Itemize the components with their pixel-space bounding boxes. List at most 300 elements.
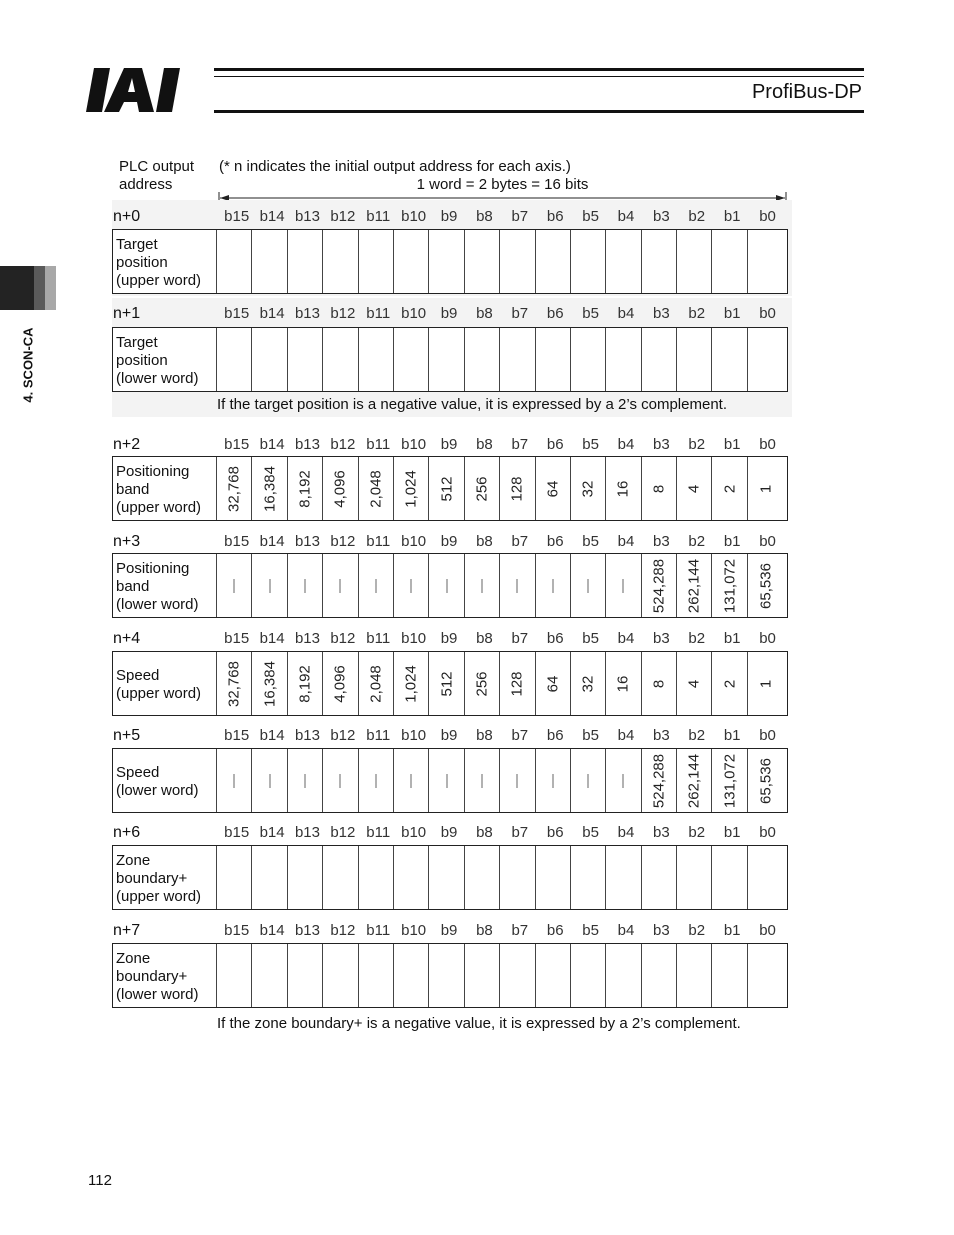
unused-bit-mark — [588, 774, 589, 788]
target-negative-note: If the target position is a negative value, it is expressed by a 2’s complement. — [217, 396, 727, 413]
register-address: n+2 — [113, 436, 141, 453]
bit-cell — [500, 457, 535, 520]
bit-weight-value: 4,096 — [331, 469, 349, 508]
bit-cell — [606, 554, 641, 617]
bit-cell — [359, 554, 394, 617]
bit-cell — [642, 230, 677, 293]
unused-bit-mark — [623, 579, 624, 593]
bit-label: b6 — [546, 305, 564, 322]
bit-cell — [748, 749, 783, 812]
bit-weight-value: 64 — [544, 675, 562, 692]
bit-label: b2 — [688, 208, 706, 225]
bit-cell — [536, 328, 571, 391]
bit-cell — [500, 944, 535, 1007]
bit-weight-value: 32,768 — [225, 660, 243, 707]
bit-label: b12 — [330, 824, 356, 841]
bit-label: b5 — [582, 630, 599, 647]
unused-bit-mark — [340, 774, 341, 788]
bit-cell — [642, 749, 677, 812]
bit-label: b8 — [476, 922, 493, 939]
bit-label-row — [219, 630, 785, 647]
bit-label: b4 — [617, 922, 635, 939]
register-table — [112, 651, 788, 716]
bit-weight-value: 16,384 — [261, 465, 279, 512]
bit-cell — [359, 944, 394, 1007]
bit-label-row — [219, 922, 785, 939]
bit-weight-value: 262,144 — [685, 753, 703, 808]
bit-label: b4 — [617, 533, 635, 550]
bit-label: b9 — [440, 727, 458, 744]
bit-label: b11 — [366, 630, 391, 647]
description-line: band — [116, 480, 150, 498]
bit-cell — [288, 749, 323, 812]
bit-label: b0 — [759, 824, 776, 841]
bit-weight-value: 16,384 — [261, 660, 279, 707]
iai-logo — [86, 66, 210, 114]
bit-weight-value: 8,192 — [296, 664, 314, 703]
bit-cell — [606, 749, 641, 812]
plc-label-line1: PLC output — [119, 158, 195, 175]
bit-label: b3 — [653, 922, 670, 939]
bit-cell — [217, 328, 252, 391]
bit-label: b6 — [546, 533, 564, 550]
bit-weight-value: 32 — [579, 675, 597, 692]
description-line: Zone — [116, 851, 151, 869]
bit-cell — [252, 554, 287, 617]
bit-cell — [571, 846, 606, 909]
bit-cell — [677, 457, 712, 520]
bit-weight-value: 8 — [650, 484, 668, 493]
bit-label: b15 — [224, 436, 250, 453]
bit-cell — [217, 652, 252, 715]
description-line: (upper word) — [116, 498, 202, 516]
bit-label: b13 — [294, 208, 320, 225]
bit-cell — [748, 328, 783, 391]
bit-cell — [677, 554, 712, 617]
bit-cell — [323, 554, 358, 617]
register-description — [113, 749, 217, 812]
bit-cell — [217, 944, 252, 1007]
bit-label: b2 — [688, 922, 706, 939]
bit-label: b1 — [723, 727, 741, 744]
bit-label: b8 — [476, 824, 493, 841]
bit-weight-value: 32 — [579, 480, 597, 497]
bit-weight-value: 256 — [473, 670, 491, 697]
bit-cell — [288, 230, 323, 293]
bit-label: b4 — [617, 436, 635, 453]
bit-label: b0 — [759, 208, 776, 225]
bit-weight-value: 2,048 — [367, 469, 385, 508]
bit-cell — [465, 652, 500, 715]
chapter-tab-stripe-gray — [45, 266, 56, 310]
bit-cell — [677, 749, 712, 812]
bit-label: b2 — [688, 436, 706, 453]
bit-weight-value: 65,536 — [757, 562, 775, 609]
bit-label: b10 — [401, 436, 427, 453]
bit-cell — [323, 944, 358, 1007]
bit-label: b5 — [582, 208, 599, 225]
bit-cell — [252, 230, 287, 293]
bit-cell — [394, 230, 429, 293]
bit-cell — [288, 328, 323, 391]
bit-cell — [500, 230, 535, 293]
register-description — [113, 457, 217, 520]
register-table — [112, 456, 788, 521]
register-address: n+7 — [113, 922, 141, 939]
unused-bit-mark — [411, 579, 412, 593]
bit-weight-value: 524,288 — [650, 753, 668, 808]
bit-cell — [465, 554, 500, 617]
unused-bit-mark — [340, 579, 341, 593]
bit-label: b14 — [259, 630, 285, 647]
bit-cell — [288, 554, 323, 617]
bit-label: b15 — [224, 208, 250, 225]
bit-label: b7 — [511, 436, 529, 453]
bit-cell — [571, 944, 606, 1007]
bit-label: b8 — [476, 305, 493, 322]
bit-label: b7 — [511, 305, 529, 322]
bit-weight-value: 8,192 — [296, 469, 314, 508]
bit-cell — [677, 944, 712, 1007]
bit-cell — [500, 846, 535, 909]
bit-label-row — [219, 305, 785, 322]
bit-label: b10 — [401, 305, 427, 322]
register-table — [112, 845, 788, 910]
bit-label: b11 — [366, 824, 391, 841]
bit-weight-value: 1 — [757, 679, 775, 688]
description-line: Speed — [116, 666, 160, 684]
bit-label: b14 — [259, 727, 285, 744]
bit-cell — [359, 328, 394, 391]
bit-weight-value: 256 — [473, 475, 491, 502]
bit-label: b11 — [366, 727, 391, 744]
bit-label: b15 — [224, 824, 250, 841]
unused-bit-mark — [623, 774, 624, 788]
bit-cell — [288, 652, 323, 715]
bit-label: b4 — [617, 630, 635, 647]
bit-label: b3 — [653, 630, 670, 647]
bit-cell — [323, 328, 358, 391]
bit-cell — [288, 846, 323, 909]
bit-label: b0 — [759, 922, 776, 939]
bit-weight-value: 131,072 — [721, 753, 739, 808]
bit-cell — [677, 328, 712, 391]
bit-label: b5 — [582, 305, 599, 322]
unused-bit-mark — [304, 579, 305, 593]
register-table — [112, 229, 788, 294]
bit-label: b7 — [511, 922, 529, 939]
bit-label: b5 — [582, 436, 599, 453]
unused-bit-mark — [375, 579, 376, 593]
bit-cell — [606, 846, 641, 909]
bit-cell — [394, 652, 429, 715]
bit-label: b14 — [259, 533, 285, 550]
bit-cell — [323, 457, 358, 520]
unused-bit-mark — [481, 774, 482, 788]
unused-bit-mark — [269, 579, 270, 593]
bit-label: b3 — [653, 824, 670, 841]
bit-label: b2 — [688, 824, 706, 841]
bit-label: b11 — [366, 436, 391, 453]
bit-label: b12 — [330, 922, 356, 939]
bit-label: b0 — [759, 305, 776, 322]
bit-label: b5 — [582, 922, 599, 939]
chapter-side-label-text: 4. SCON-CA — [20, 327, 36, 403]
bit-cell — [323, 749, 358, 812]
bit-cell — [394, 749, 429, 812]
description-line: boundary+ — [116, 967, 188, 985]
bit-label: b6 — [546, 208, 564, 225]
bit-cell — [217, 554, 252, 617]
bit-label: b13 — [294, 824, 320, 841]
description-line: Zone — [116, 949, 151, 967]
bit-cell — [571, 652, 606, 715]
bit-weight-value: 4 — [685, 484, 703, 493]
bit-cell — [571, 554, 606, 617]
register-address: n+5 — [113, 727, 141, 744]
description-line: (upper word) — [116, 271, 202, 289]
bit-cell — [748, 846, 783, 909]
bit-label: b0 — [759, 533, 776, 550]
register-address: n+3 — [113, 533, 141, 550]
register-address: n+0 — [113, 208, 141, 225]
bit-label: b5 — [582, 727, 599, 744]
bit-label: b10 — [401, 533, 427, 550]
bit-cell — [429, 944, 464, 1007]
bit-label: b8 — [476, 533, 493, 550]
chapter-tab-block — [0, 266, 34, 310]
bit-label: b12 — [330, 630, 356, 647]
bit-label-row — [219, 533, 785, 550]
register-address: n+6 — [113, 824, 141, 841]
bit-cell — [606, 328, 641, 391]
bit-cell — [748, 457, 783, 520]
bit-weight-value: 65,536 — [757, 757, 775, 804]
register-table — [112, 943, 788, 1008]
bit-cell — [712, 652, 747, 715]
bit-cell — [394, 846, 429, 909]
description-line: Target — [116, 235, 158, 253]
unused-bit-mark — [517, 774, 518, 788]
unused-bit-mark — [588, 579, 589, 593]
bit-cell — [359, 846, 394, 909]
bit-label: b10 — [401, 824, 427, 841]
bit-label: b7 — [511, 208, 529, 225]
bit-cell — [252, 328, 287, 391]
bit-label: b4 — [617, 824, 635, 841]
bit-cell — [606, 652, 641, 715]
bit-cell — [606, 944, 641, 1007]
bit-cell — [252, 846, 287, 909]
header-rule-top — [214, 68, 864, 71]
bit-label: b10 — [401, 922, 427, 939]
bit-label: b1 — [723, 922, 741, 939]
bit-label: b12 — [330, 533, 356, 550]
bit-label: b2 — [688, 305, 706, 322]
description-line: (upper word) — [116, 684, 202, 702]
description-line: boundary+ — [116, 869, 188, 887]
bit-cell — [712, 230, 747, 293]
bit-label: b10 — [401, 630, 427, 647]
bit-cell — [252, 749, 287, 812]
bit-weight-value: 2 — [721, 484, 739, 493]
unused-bit-mark — [269, 774, 270, 788]
bit-cell — [536, 749, 571, 812]
bit-cell — [500, 749, 535, 812]
bit-cell — [359, 230, 394, 293]
bit-label: b15 — [224, 305, 250, 322]
bit-cell — [712, 944, 747, 1007]
bit-cell — [429, 457, 464, 520]
bit-cell — [642, 652, 677, 715]
bit-cell — [465, 846, 500, 909]
bit-label: b3 — [653, 727, 670, 744]
bit-label: b15 — [224, 533, 250, 550]
bit-cell — [642, 846, 677, 909]
bit-cell — [429, 749, 464, 812]
bit-label: b14 — [259, 436, 285, 453]
bit-cell — [500, 554, 535, 617]
address-note: (* n indicates the initial output address for each axis.) — [219, 158, 571, 175]
bit-label: b13 — [294, 630, 320, 647]
bit-label: b8 — [476, 727, 493, 744]
bit-cell — [394, 944, 429, 1007]
bit-weight-value: 128 — [508, 475, 526, 502]
bit-cell — [394, 328, 429, 391]
bit-weight-value: 4 — [685, 679, 703, 688]
bit-cell — [217, 749, 252, 812]
bit-label: b11 — [366, 208, 391, 225]
bit-label: b4 — [617, 208, 635, 225]
bit-label: b2 — [688, 727, 706, 744]
bit-weight-value: 32,768 — [225, 465, 243, 512]
bit-label: b13 — [294, 727, 320, 744]
bit-label: b13 — [294, 922, 320, 939]
bit-label: b8 — [476, 208, 493, 225]
bit-cell — [252, 652, 287, 715]
bit-cell — [465, 230, 500, 293]
bit-cell — [748, 944, 783, 1007]
bit-label: b9 — [440, 305, 458, 322]
bit-weight-value: 2 — [721, 679, 739, 688]
bit-cell — [536, 554, 571, 617]
bit-weight-value: 524,288 — [650, 558, 668, 613]
bit-label: b6 — [546, 436, 564, 453]
description-line: Target — [116, 333, 158, 351]
bit-cell — [712, 328, 747, 391]
bit-cell — [394, 554, 429, 617]
bit-label: b8 — [476, 630, 493, 647]
bit-cell — [323, 230, 358, 293]
bit-label-row — [219, 824, 785, 841]
bit-label: b13 — [294, 436, 320, 453]
bit-label: b1 — [723, 305, 741, 322]
bit-cell — [465, 457, 500, 520]
register-description — [113, 846, 217, 909]
bit-label: b14 — [259, 305, 285, 322]
bit-label: b6 — [546, 922, 564, 939]
unused-bit-mark — [517, 579, 518, 593]
bit-label: b9 — [440, 824, 458, 841]
bit-label: b1 — [723, 824, 741, 841]
description-line: Positioning — [116, 462, 190, 480]
bit-label: b1 — [723, 208, 741, 225]
register-description — [113, 652, 217, 715]
bit-label: b2 — [688, 630, 706, 647]
bit-label: b6 — [546, 630, 564, 647]
bit-cell — [748, 554, 783, 617]
description-line: Speed — [116, 763, 160, 781]
bit-label: b11 — [366, 533, 391, 550]
bit-cell — [677, 230, 712, 293]
bit-label: b7 — [511, 824, 529, 841]
description-line: position — [116, 351, 168, 369]
bit-label: b1 — [723, 630, 741, 647]
unused-bit-mark — [552, 579, 553, 593]
bit-label: b6 — [546, 824, 564, 841]
bit-cell — [288, 457, 323, 520]
bit-cell — [712, 554, 747, 617]
description-line: (upper word) — [116, 887, 202, 905]
bit-label: b7 — [511, 533, 529, 550]
bit-label: b9 — [440, 436, 458, 453]
bit-cell — [429, 652, 464, 715]
bit-cell — [712, 846, 747, 909]
plc-output-address-label — [119, 158, 194, 194]
bit-weight-value: 131,072 — [721, 558, 739, 613]
description-line: position — [116, 253, 168, 271]
bit-label: b12 — [330, 436, 356, 453]
bit-label: b15 — [224, 922, 250, 939]
bit-cell — [359, 749, 394, 812]
bit-cell — [429, 554, 464, 617]
bit-cell — [642, 944, 677, 1007]
bit-label: b8 — [476, 436, 493, 453]
bit-cell — [642, 554, 677, 617]
bit-label: b14 — [259, 208, 285, 225]
document-title: ProfiBus-DP — [751, 81, 862, 103]
bit-weight-value: 2,048 — [367, 664, 385, 703]
bit-cell — [606, 457, 641, 520]
bit-cell — [748, 652, 783, 715]
bit-weight-value: 1 — [757, 484, 775, 493]
word-size-note: 1 word = 2 bytes = 16 bits — [416, 176, 589, 193]
bit-cell — [429, 230, 464, 293]
bit-weight-value: 64 — [544, 480, 562, 497]
bit-label: b5 — [582, 533, 599, 550]
register-table — [112, 327, 788, 392]
bit-label: b9 — [440, 533, 458, 550]
bit-cell — [217, 230, 252, 293]
bit-label: b11 — [366, 922, 391, 939]
bit-label: b10 — [401, 208, 427, 225]
unused-bit-mark — [234, 579, 235, 593]
plc-label-line2: address — [119, 176, 173, 193]
bit-cell — [323, 846, 358, 909]
bit-cell — [429, 328, 464, 391]
description-line: (lower word) — [116, 985, 199, 1003]
bit-cell — [606, 230, 641, 293]
bit-cell — [465, 328, 500, 391]
bit-label: b0 — [759, 727, 776, 744]
chapter-tab-stripe-dark — [34, 266, 45, 310]
bit-label: b12 — [330, 208, 356, 225]
bit-label: b13 — [294, 533, 320, 550]
bit-label: b14 — [259, 922, 285, 939]
bit-cell — [217, 846, 252, 909]
bit-cell — [748, 230, 783, 293]
bit-weight-value: 512 — [438, 670, 456, 697]
